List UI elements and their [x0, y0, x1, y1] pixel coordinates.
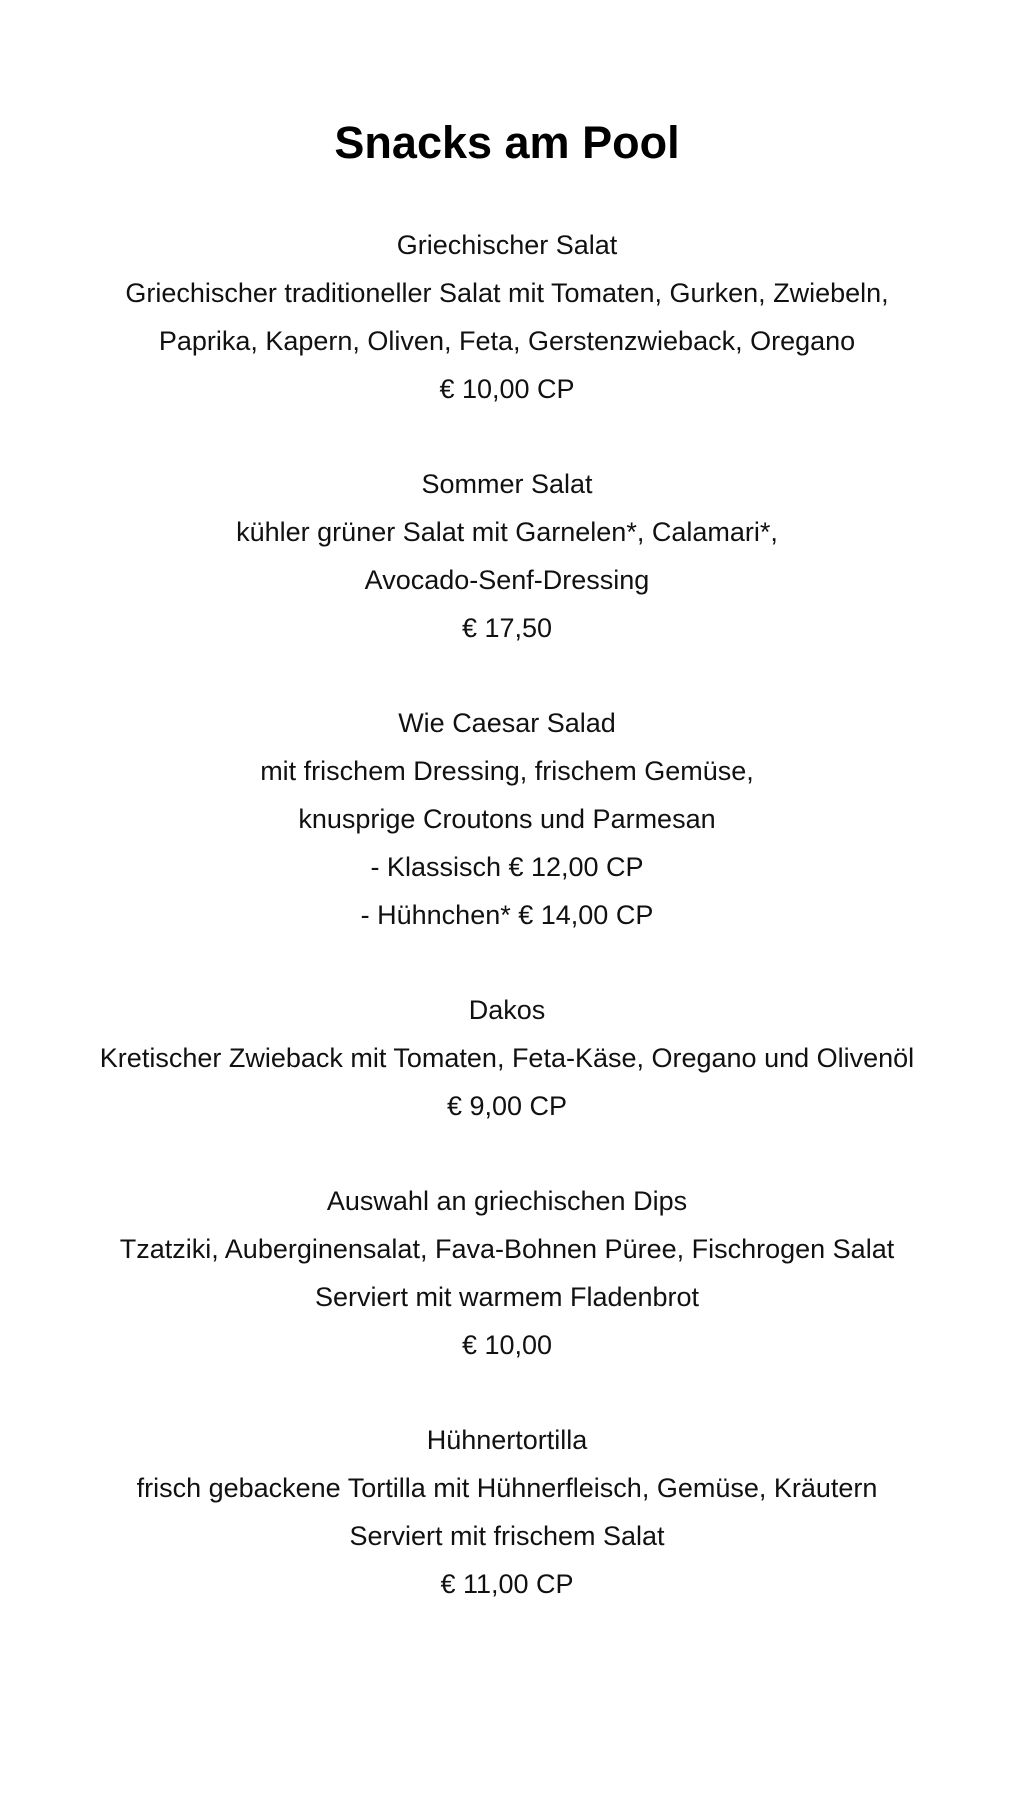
- item-price: € 10,00: [461, 1330, 553, 1360]
- item-price: € 11,00 CP: [440, 1569, 574, 1599]
- menu-item: [0, 1177, 1014, 1369]
- page-title: Snacks am Pool: [334, 117, 680, 168]
- item-description: Serviert mit warmem Fladenbrot: [314, 1282, 700, 1312]
- item-description: Serviert mit frischem Salat: [349, 1521, 665, 1551]
- menu-item: [0, 699, 1014, 939]
- item-name: Auswahl an griechischen Dips: [326, 1186, 688, 1216]
- menu-items: [0, 221, 1014, 1608]
- menu-item: [0, 221, 1014, 413]
- item-description: frisch gebackene Tortilla mit Hühnerfleisch, Gemüse, Kräutern: [136, 1473, 878, 1503]
- item-description: Tzatziki, Auberginensalat, Fava-Bohnen Püree, Fischrogen Salat: [119, 1234, 895, 1264]
- item-price: € 9,00 CP: [446, 1091, 568, 1121]
- menu-item: [0, 1416, 1014, 1608]
- item-description: Paprika, Kapern, Oliven, Feta, Gerstenzwieback, Oregano: [158, 326, 856, 356]
- item-price: - Klassisch € 12,00 CP: [370, 852, 644, 882]
- item-description: mit frischem Dressing, frischem Gemüse,: [260, 756, 754, 786]
- item-name: Sommer Salat: [421, 469, 593, 499]
- item-price: - Hühnchen* € 14,00 CP: [360, 900, 654, 930]
- item-name: Hühnertortilla: [426, 1425, 588, 1455]
- item-description: Griechischer traditioneller Salat mit Tomaten, Gurken, Zwiebeln,: [125, 278, 889, 308]
- item-price: € 17,50: [461, 613, 553, 643]
- item-description: Avocado-Senf-Dressing: [364, 565, 650, 595]
- item-description: knusprige Croutons und Parmesan: [298, 804, 716, 834]
- item-price: € 10,00 CP: [439, 374, 575, 404]
- item-description: Kretischer Zwieback mit Tomaten, Feta-Käse, Oregano und Olivenöl: [99, 1043, 915, 1073]
- menu-item: [0, 460, 1014, 652]
- item-name: Dakos: [468, 995, 546, 1025]
- item-name: Wie Caesar Salad: [398, 708, 616, 738]
- menu-item: [0, 986, 1014, 1130]
- item-name: Griechischer Salat: [396, 230, 618, 260]
- item-description: kühler grüner Salat mit Garnelen*, Calamari*,: [236, 517, 778, 547]
